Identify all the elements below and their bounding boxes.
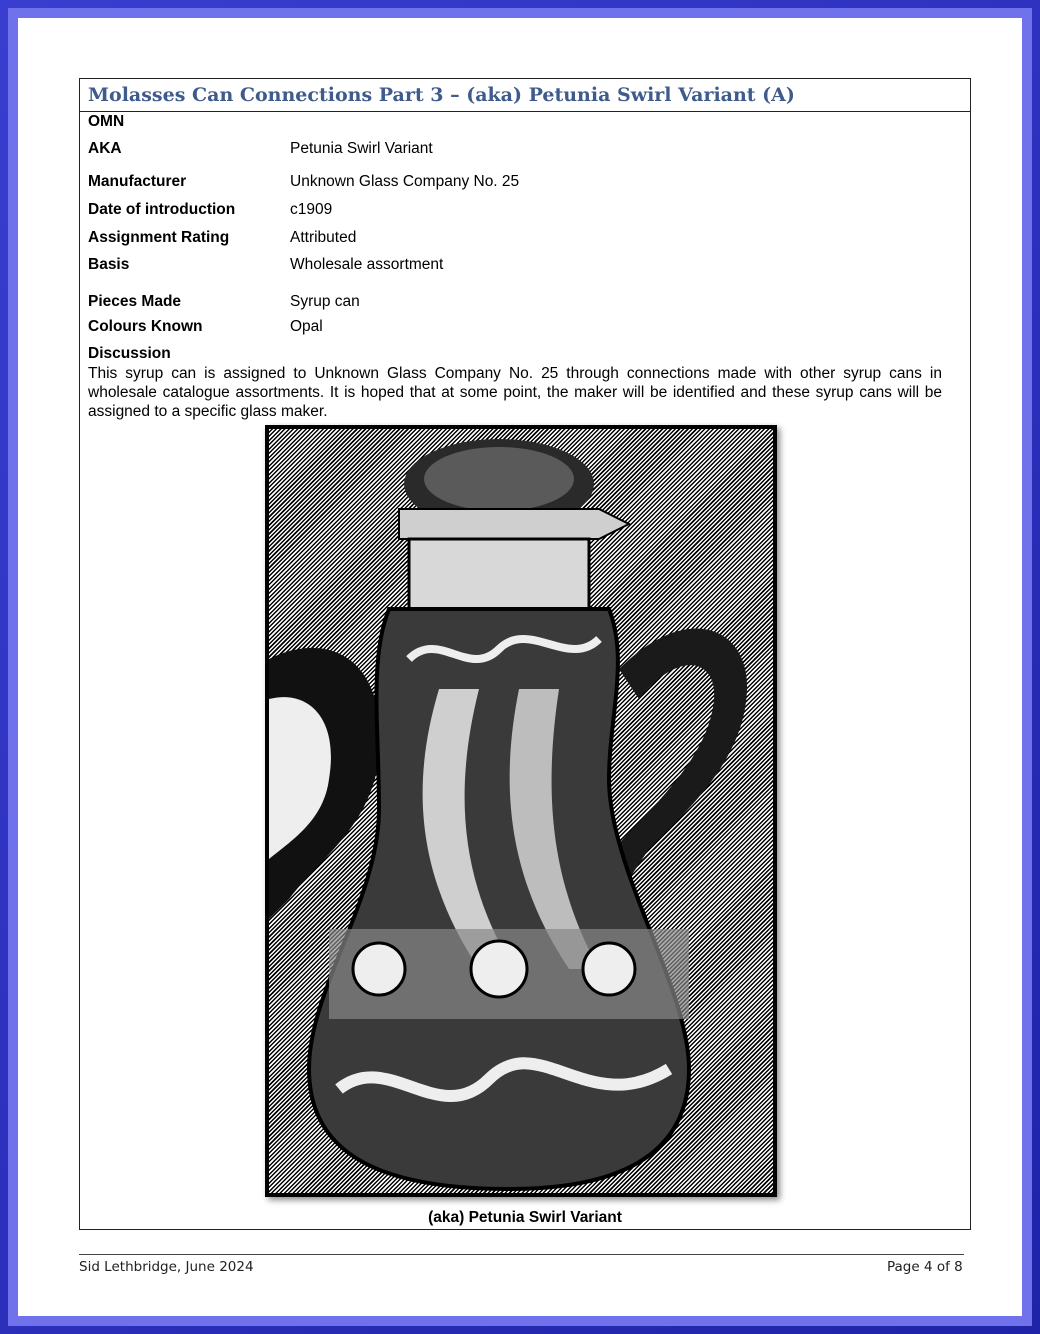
aka-value: Petunia Swirl Variant xyxy=(290,140,433,157)
syrup-can-illustration xyxy=(265,425,777,1197)
rating-value: Attributed xyxy=(290,229,357,246)
basis-label: Basis xyxy=(88,256,130,273)
basis-value: Wholesale assortment xyxy=(290,256,444,273)
pieces-value: Syrup can xyxy=(290,293,360,310)
footer-author: Sid Lethbridge, June 2024 xyxy=(79,1259,254,1275)
aka-label: AKA xyxy=(88,140,122,157)
footer-page-number: Page 4 of 8 xyxy=(887,1259,963,1275)
entry-title: Molasses Can Connections Part 3 – (aka) Petunia Swirl Variant (A) xyxy=(88,84,795,106)
pieces-label: Pieces Made xyxy=(88,293,182,310)
discussion-text: This syrup can is assigned to Unknown Glass Company No. 25 through connections made with other syrup cans in wholesale catalogue assortments. It is hoped that at some point, the maker will be identified and these syrup cans will be assigned to a specific glass maker. xyxy=(88,365,942,420)
discussion-heading: Discussion xyxy=(88,345,171,362)
colours-label: Colours Known xyxy=(88,318,203,335)
document-page xyxy=(18,18,1022,1316)
date-label: Date of introduction xyxy=(88,201,236,218)
date-value: c1909 xyxy=(290,201,333,218)
omn-label: OMN xyxy=(88,113,125,130)
hatched-background xyxy=(269,429,773,1193)
entry-table xyxy=(79,78,971,1230)
title-row xyxy=(80,79,970,112)
footer-divider xyxy=(79,1254,964,1255)
manufacturer-value: Unknown Glass Company No. 25 xyxy=(290,173,520,190)
image-caption: (aka) Petunia Swirl Variant xyxy=(428,1209,622,1226)
syrup-can-drawing xyxy=(269,429,773,1193)
manufacturer-label: Manufacturer xyxy=(88,173,187,190)
rating-label: Assignment Rating xyxy=(88,229,230,246)
colours-value: Opal xyxy=(290,318,323,335)
